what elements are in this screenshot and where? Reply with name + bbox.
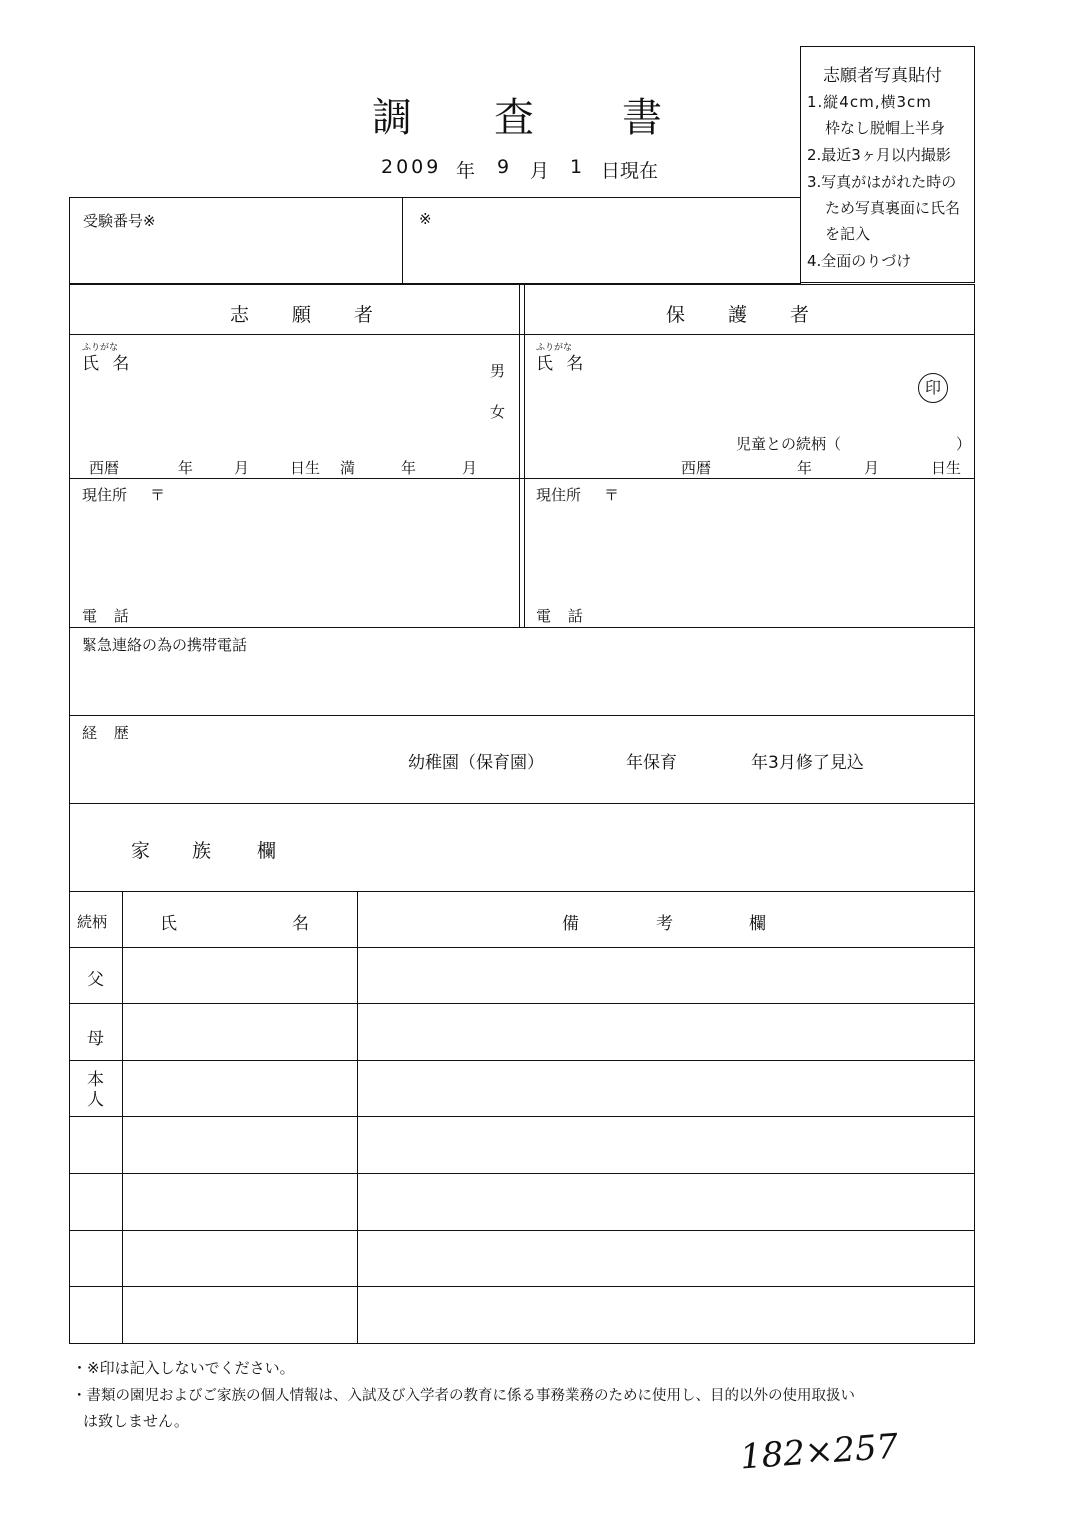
col-name-header-2: 名: [292, 914, 309, 934]
applicant-age-month-unit: 月: [462, 459, 478, 477]
guardian-header-2: 護: [728, 304, 748, 326]
family-name-cell[interactable]: [124, 1118, 355, 1172]
col-notes-header-1: 備: [562, 914, 579, 934]
exam-number-row: [69, 197, 801, 284]
applicant-age-year-unit: 年: [401, 459, 417, 477]
family-name-cell[interactable]: [124, 1288, 355, 1342]
guardian-relation-label: 児童との続柄（: [736, 435, 842, 453]
date-month: 9: [497, 156, 510, 178]
date-day-unit: 日現在: [601, 160, 659, 182]
exam-number-input[interactable]: [180, 205, 395, 275]
exam-mark: ※: [419, 210, 432, 228]
applicant-phone-input[interactable]: [140, 600, 510, 624]
photo-box-line-3: 2.最近3ヶ月以内撮影: [807, 146, 951, 164]
date-year: 2009: [381, 156, 442, 178]
date-month-unit: 月: [530, 160, 550, 182]
applicant-postal-mark: 〒: [150, 486, 166, 504]
applicant-age-prefix: 満: [340, 459, 356, 477]
gender-female[interactable]: 女: [490, 403, 506, 421]
guardian-relation-input[interactable]: [862, 430, 952, 452]
applicant-address-input[interactable]: [80, 505, 510, 590]
photo-box-heading: 志願者写真貼付: [823, 66, 942, 86]
guardian-header-1: 保: [666, 304, 686, 326]
col-name-header-1: 氏: [160, 914, 177, 934]
applicant-header-2: 願: [292, 304, 312, 326]
family-notes-cell[interactable]: [359, 1288, 973, 1342]
photo-box-line-1: 1.縦4cm,横3cm: [807, 93, 932, 111]
family-row-label: 父: [87, 970, 104, 990]
photo-box-line-6: を記入: [825, 225, 871, 243]
applicant-birth-day-unit: 日生: [290, 459, 321, 477]
guardian-birth-day-unit: 日生: [931, 459, 962, 477]
applicant-birth-year-unit: 年: [178, 459, 194, 477]
family-name-cell[interactable]: [124, 1232, 355, 1285]
col-notes-header-2: 考: [656, 914, 673, 934]
exam-number-label: 受験番号※: [83, 212, 156, 230]
note-3: は致しません。: [83, 1412, 189, 1430]
photo-box-line-4: 3.写真がはがれた時の: [807, 173, 957, 191]
photo-box-line-2: 枠なし脱帽上半身: [825, 119, 946, 137]
family-section-2: 族: [192, 840, 212, 862]
family-section-1: 家: [131, 840, 151, 862]
family-notes-cell[interactable]: [359, 1175, 973, 1229]
guardian-birth-year-unit: 年: [797, 459, 813, 477]
family-row-label: 本 人: [87, 1070, 104, 1110]
guardian-phone-label: 電 話: [536, 607, 589, 625]
guardian-address-label: 現住所: [536, 486, 582, 504]
applicant-address-label: 現住所: [82, 486, 128, 504]
guardian-seireki: 西暦: [681, 459, 712, 477]
career-years: 年保育: [626, 753, 677, 773]
applicant-header-1: 志: [230, 304, 250, 326]
date-day: 1: [570, 156, 583, 178]
guardian-birth-month-unit: 月: [864, 459, 880, 477]
col-relation-header: 続柄: [77, 913, 108, 931]
career-label: 経 歴: [82, 724, 135, 742]
applicant-birth-month-unit: 月: [234, 459, 250, 477]
title-char-1: 調: [372, 95, 412, 141]
gender-male[interactable]: 男: [490, 362, 506, 380]
career-completion: 年3月修了見込: [751, 753, 864, 773]
family-notes-cell[interactable]: [359, 1062, 973, 1115]
applicant-name-input[interactable]: [150, 345, 470, 425]
applicant-header-3: 者: [354, 304, 374, 326]
guardian-furigana: ふりがな: [536, 343, 573, 353]
photo-box-line-5: ため写真裏面に氏名: [825, 199, 961, 217]
family-notes-cell[interactable]: [359, 949, 973, 1002]
applicant-seireki: 西暦: [89, 459, 120, 477]
guardian-postal-mark: 〒: [604, 486, 620, 504]
family-notes-cell[interactable]: [359, 1232, 973, 1285]
career-kindergarten: 幼稚園（保育園）: [408, 753, 544, 773]
note-2: ・書類の園児およびご家族の個人情報は、入試及び入学者の教育に係る事務業務のために使用し、目的以外の使用取扱い: [72, 1388, 855, 1404]
emergency-phone-input[interactable]: [80, 660, 960, 710]
guardian-phone-input[interactable]: [594, 600, 964, 624]
guardian-name-label: 氏 名: [536, 354, 588, 374]
photo-box-line-7: 4.全面のりづけ: [807, 252, 912, 270]
photo-box: [800, 46, 975, 283]
guardian-header-3: 者: [790, 304, 810, 326]
family-name-cell[interactable]: [124, 1175, 355, 1229]
applicant-phone-label: 電 話: [82, 607, 135, 625]
note-1: ・※印は記入しないでください。: [72, 1359, 295, 1377]
handwritten-size: 182×257: [738, 1426, 900, 1478]
family-name-cell[interactable]: [124, 1005, 355, 1059]
applicant-furigana: ふりがな: [82, 343, 119, 353]
family-name-cell[interactable]: [124, 1062, 355, 1115]
seal-mark: 印: [918, 373, 948, 403]
family-name-cell[interactable]: [124, 949, 355, 1002]
guardian-relation-close: ）: [956, 435, 972, 453]
title-char-3: 書: [622, 95, 662, 141]
date-year-unit: 年: [456, 160, 476, 182]
title-char-2: 査: [494, 95, 534, 141]
family-section-3: 欄: [257, 840, 277, 862]
guardian-name-input[interactable]: [600, 345, 900, 420]
family-row-label: 母: [87, 1029, 104, 1049]
family-notes-cell[interactable]: [359, 1005, 973, 1059]
applicant-name-label: 氏 名: [82, 354, 134, 374]
family-notes-cell[interactable]: [359, 1118, 973, 1172]
emergency-label: 緊急連絡の為の携帯電話: [82, 636, 248, 654]
guardian-address-input[interactable]: [534, 505, 964, 590]
col-notes-header-3: 欄: [749, 914, 766, 934]
